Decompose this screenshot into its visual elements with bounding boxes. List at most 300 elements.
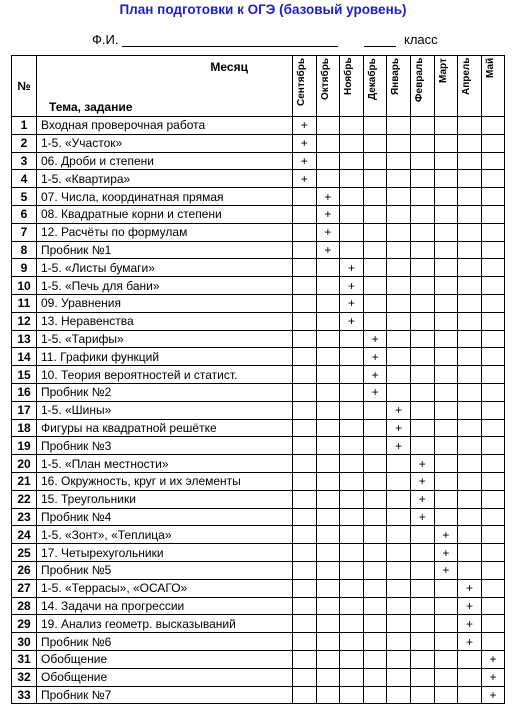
month-cell [293, 544, 317, 562]
month-cell [316, 455, 340, 473]
month-cell [340, 134, 364, 152]
month-cell [293, 223, 317, 241]
table-row [12, 117, 505, 135]
month-cell [363, 117, 387, 135]
month-cell [434, 223, 458, 241]
table-row [12, 490, 505, 508]
row-topic: 1-5. «Квартира» [37, 170, 293, 188]
row-number: 26 [12, 561, 37, 579]
month-cell [481, 330, 505, 348]
month-cell [481, 205, 505, 223]
table-row [12, 650, 505, 668]
month-cell [293, 615, 317, 633]
row-topic: Пробник №3 [37, 437, 293, 455]
month-cell [340, 490, 364, 508]
month-cell [458, 437, 482, 455]
row-number: 6 [12, 205, 37, 223]
month-cell [340, 419, 364, 437]
row-topic: Обобщение [37, 668, 293, 686]
table-row [12, 401, 505, 419]
row-topic: 07. Числа, координатная прямая [37, 188, 293, 206]
month-cell [410, 544, 434, 562]
month-cell [293, 686, 317, 704]
month-cell [434, 170, 458, 188]
plus-mark: + [387, 419, 411, 437]
page-title: План подготовки к ОГЭ (базовый уровень) [119, 2, 407, 17]
month-cell [410, 134, 434, 152]
month-cell [363, 152, 387, 170]
header-task-label: Тема, задание [49, 100, 133, 114]
month-cell [363, 615, 387, 633]
month-cell [410, 312, 434, 330]
month-cell [481, 472, 505, 490]
month-cell [481, 366, 505, 384]
table-row [12, 472, 505, 490]
month-cell [316, 490, 340, 508]
month-cell [458, 294, 482, 312]
plus-mark: + [316, 223, 340, 241]
month-cell [340, 508, 364, 526]
plus-mark: + [410, 490, 434, 508]
row-topic: Пробник №2 [37, 383, 293, 401]
row-topic: 19. Анализ геометр. высказываний [37, 615, 293, 633]
month-cell [363, 134, 387, 152]
table-row [12, 188, 505, 206]
month-cell [410, 348, 434, 366]
month-cell [363, 579, 387, 597]
month-cell [434, 650, 458, 668]
month-cell [458, 366, 482, 384]
month-cell [387, 134, 411, 152]
month-cell [316, 134, 340, 152]
table-row [12, 277, 505, 295]
month-cell [340, 455, 364, 473]
month-cell [434, 615, 458, 633]
row-number: 7 [12, 223, 37, 241]
month-cell [434, 597, 458, 615]
month-cell [458, 170, 482, 188]
row-topic: Пробник №5 [37, 561, 293, 579]
plus-mark: + [434, 544, 458, 562]
month-cell [340, 223, 364, 241]
row-topic: 12. Расчёты по формулам [37, 223, 293, 241]
month-cell [481, 152, 505, 170]
month-cell [340, 383, 364, 401]
header-month-nov: Ноябрь [340, 56, 364, 117]
plus-mark: + [316, 241, 340, 259]
month-cell [458, 455, 482, 473]
month-cell [410, 668, 434, 686]
row-topic: 1-5. «Тарифы» [37, 330, 293, 348]
table-row [12, 508, 505, 526]
month-cell [458, 650, 482, 668]
month-cell [481, 633, 505, 651]
month-cell [293, 348, 317, 366]
month-cell [481, 277, 505, 295]
month-cell [340, 205, 364, 223]
plus-mark: + [316, 188, 340, 206]
month-cell [316, 437, 340, 455]
row-topic: Пробник №6 [37, 633, 293, 651]
plus-mark: + [340, 277, 364, 295]
row-topic: 1-5. «План местности» [37, 455, 293, 473]
plus-mark: + [340, 294, 364, 312]
month-cell [434, 419, 458, 437]
month-cell [363, 241, 387, 259]
month-cell [316, 508, 340, 526]
month-cell [293, 366, 317, 384]
header-month-oct: Октябрь [316, 56, 340, 117]
month-cell [458, 686, 482, 704]
month-cell [410, 223, 434, 241]
month-cell [387, 366, 411, 384]
row-number: 5 [12, 188, 37, 206]
month-cell [316, 650, 340, 668]
month-cell [481, 241, 505, 259]
month-cell [363, 686, 387, 704]
month-cell [481, 188, 505, 206]
month-cell [434, 490, 458, 508]
month-cell [363, 170, 387, 188]
row-number: 13 [12, 330, 37, 348]
row-number: 18 [12, 419, 37, 437]
month-cell [340, 330, 364, 348]
plus-mark: + [363, 366, 387, 384]
month-cell [387, 383, 411, 401]
month-cell [387, 561, 411, 579]
month-cell [293, 597, 317, 615]
plus-mark: + [434, 526, 458, 544]
table-row [12, 241, 505, 259]
month-cell [434, 259, 458, 277]
month-cell [410, 205, 434, 223]
table-row [12, 544, 505, 562]
month-cell [410, 650, 434, 668]
month-cell [434, 455, 458, 473]
month-cell [434, 383, 458, 401]
row-topic: Входная проверочная работа [37, 117, 293, 135]
row-number: 25 [12, 544, 37, 562]
month-cell [458, 348, 482, 366]
month-cell [340, 526, 364, 544]
table-row [12, 615, 505, 633]
month-cell [458, 508, 482, 526]
header-month-may: Май [481, 56, 505, 117]
month-cell [387, 472, 411, 490]
month-cell [340, 241, 364, 259]
plus-mark: + [387, 401, 411, 419]
month-cell [434, 205, 458, 223]
row-number: 29 [12, 615, 37, 633]
month-cell [293, 419, 317, 437]
table-row [12, 686, 505, 704]
month-cell [410, 686, 434, 704]
month-cell [458, 401, 482, 419]
month-cell [363, 650, 387, 668]
row-number: 30 [12, 633, 37, 651]
header-month-apr: Апрель [458, 56, 482, 117]
plus-mark: + [363, 383, 387, 401]
month-cell [316, 401, 340, 419]
table-row [12, 152, 505, 170]
month-cell [481, 579, 505, 597]
month-cell [481, 117, 505, 135]
month-cell [316, 259, 340, 277]
month-cell [340, 544, 364, 562]
row-number: 12 [12, 312, 37, 330]
row-topic: 06. Дроби и степени [37, 152, 293, 170]
month-cell [458, 134, 482, 152]
month-cell [481, 437, 505, 455]
month-cell [410, 277, 434, 295]
plus-mark: + [340, 312, 364, 330]
month-cell [293, 259, 317, 277]
plus-mark: + [387, 437, 411, 455]
month-cell [293, 294, 317, 312]
month-cell [458, 668, 482, 686]
table-row [12, 437, 505, 455]
row-number: 15 [12, 366, 37, 384]
row-topic: 11. Графики функций [37, 348, 293, 366]
month-cell [458, 544, 482, 562]
month-cell [387, 615, 411, 633]
month-cell [293, 490, 317, 508]
header-month-dec: Декабрь [363, 56, 387, 117]
month-cell [293, 508, 317, 526]
month-cell [387, 686, 411, 704]
month-cell [458, 241, 482, 259]
month-cell [434, 472, 458, 490]
plus-mark: + [293, 134, 317, 152]
plus-mark: + [293, 117, 317, 135]
month-cell [363, 472, 387, 490]
month-cell [387, 668, 411, 686]
month-cell [340, 348, 364, 366]
row-number: 10 [12, 277, 37, 295]
plus-mark: + [316, 205, 340, 223]
plan-table [11, 55, 505, 704]
month-cell [293, 205, 317, 223]
header-num: № [12, 56, 37, 117]
row-number: 33 [12, 686, 37, 704]
header-row [12, 56, 505, 117]
month-cell [387, 241, 411, 259]
month-cell [340, 686, 364, 704]
month-cell [363, 526, 387, 544]
month-cell [293, 383, 317, 401]
row-number: 24 [12, 526, 37, 544]
month-cell [387, 188, 411, 206]
month-cell [434, 241, 458, 259]
month-cell [293, 330, 317, 348]
row-topic: 1-5. «Шины» [37, 401, 293, 419]
month-cell [316, 366, 340, 384]
row-number: 14 [12, 348, 37, 366]
month-cell [410, 170, 434, 188]
table-row [12, 330, 505, 348]
row-topic: Пробник №1 [37, 241, 293, 259]
row-number: 3 [12, 152, 37, 170]
month-cell [410, 526, 434, 544]
plus-mark: + [340, 259, 364, 277]
month-cell [481, 134, 505, 152]
table-row [12, 134, 505, 152]
month-cell [481, 312, 505, 330]
month-cell [434, 579, 458, 597]
row-number: 1 [12, 117, 37, 135]
month-cell [410, 366, 434, 384]
plus-mark: + [458, 597, 482, 615]
month-cell [410, 597, 434, 615]
month-cell [363, 561, 387, 579]
row-number: 16 [12, 383, 37, 401]
table-row [12, 223, 505, 241]
month-cell [316, 472, 340, 490]
month-cell [363, 455, 387, 473]
month-cell [458, 330, 482, 348]
month-cell [363, 437, 387, 455]
month-cell [340, 615, 364, 633]
month-cell [293, 526, 317, 544]
month-cell [387, 597, 411, 615]
month-cell [481, 419, 505, 437]
month-cell [387, 223, 411, 241]
month-cell [458, 312, 482, 330]
month-cell [481, 615, 505, 633]
row-number: 17 [12, 401, 37, 419]
table-row [12, 383, 505, 401]
row-topic: 17. Четырехугольники [37, 544, 293, 562]
month-cell [316, 633, 340, 651]
month-cell [293, 241, 317, 259]
row-number: 8 [12, 241, 37, 259]
month-cell [316, 152, 340, 170]
class-label: класс [404, 32, 438, 47]
month-cell [434, 686, 458, 704]
row-topic: Обобщение [37, 650, 293, 668]
plus-mark: + [458, 633, 482, 651]
month-cell [410, 615, 434, 633]
month-cell [363, 205, 387, 223]
table-row [12, 205, 505, 223]
month-cell [363, 223, 387, 241]
month-cell [293, 561, 317, 579]
row-topic: 1-5. «Листы бумаги» [37, 259, 293, 277]
month-cell [316, 526, 340, 544]
month-cell [481, 383, 505, 401]
plus-mark: + [293, 170, 317, 188]
month-cell [363, 312, 387, 330]
month-cell [434, 633, 458, 651]
month-cell [434, 134, 458, 152]
month-cell [387, 330, 411, 348]
month-cell [481, 401, 505, 419]
month-cell [387, 544, 411, 562]
plus-mark: + [481, 650, 505, 668]
table-row [12, 366, 505, 384]
month-cell [434, 366, 458, 384]
month-cell [387, 312, 411, 330]
row-number: 4 [12, 170, 37, 188]
plus-mark: + [363, 330, 387, 348]
row-topic: 08. Квадратные корни и степени [37, 205, 293, 223]
month-cell [410, 294, 434, 312]
month-cell [363, 544, 387, 562]
month-cell [434, 401, 458, 419]
table-row [12, 526, 505, 544]
month-cell [293, 277, 317, 295]
table-row [12, 419, 505, 437]
month-cell [410, 579, 434, 597]
row-number: 27 [12, 579, 37, 597]
plus-mark: + [481, 668, 505, 686]
month-cell [410, 188, 434, 206]
row-number: 21 [12, 472, 37, 490]
month-cell [458, 472, 482, 490]
row-topic: 1-5. «Террасы», «ОСАГО» [37, 579, 293, 597]
month-cell [458, 117, 482, 135]
month-cell [316, 615, 340, 633]
table-row [12, 294, 505, 312]
plus-mark: + [458, 579, 482, 597]
plus-mark: + [410, 455, 434, 473]
row-number: 28 [12, 597, 37, 615]
month-cell [316, 579, 340, 597]
month-cell [387, 277, 411, 295]
table-row [12, 312, 505, 330]
month-cell [316, 348, 340, 366]
header-month-sep: Сентябрь [293, 56, 317, 117]
table-row [12, 259, 505, 277]
month-cell [340, 117, 364, 135]
month-cell [363, 259, 387, 277]
month-cell [340, 668, 364, 686]
row-number: 9 [12, 259, 37, 277]
month-cell [434, 152, 458, 170]
month-cell [316, 294, 340, 312]
month-cell [340, 579, 364, 597]
month-cell [316, 312, 340, 330]
month-cell [481, 294, 505, 312]
row-topic: Фигуры на квадратной решётке [37, 419, 293, 437]
table-row [12, 170, 505, 188]
month-cell [458, 419, 482, 437]
class-blank-line [364, 46, 396, 47]
month-cell [293, 437, 317, 455]
month-cell [340, 633, 364, 651]
table-row [12, 668, 505, 686]
month-cell [363, 188, 387, 206]
month-cell [458, 205, 482, 223]
month-cell [340, 401, 364, 419]
row-topic: Пробник №4 [37, 508, 293, 526]
month-cell [481, 490, 505, 508]
month-cell [387, 170, 411, 188]
month-cell [387, 294, 411, 312]
month-cell [387, 259, 411, 277]
month-cell [293, 455, 317, 473]
month-cell [458, 561, 482, 579]
month-cell [481, 170, 505, 188]
month-cell [481, 544, 505, 562]
month-cell [410, 259, 434, 277]
month-cell [363, 401, 387, 419]
row-number: 11 [12, 294, 37, 312]
plus-mark: + [481, 686, 505, 704]
month-cell [481, 561, 505, 579]
month-cell [387, 526, 411, 544]
table-row [12, 597, 505, 615]
